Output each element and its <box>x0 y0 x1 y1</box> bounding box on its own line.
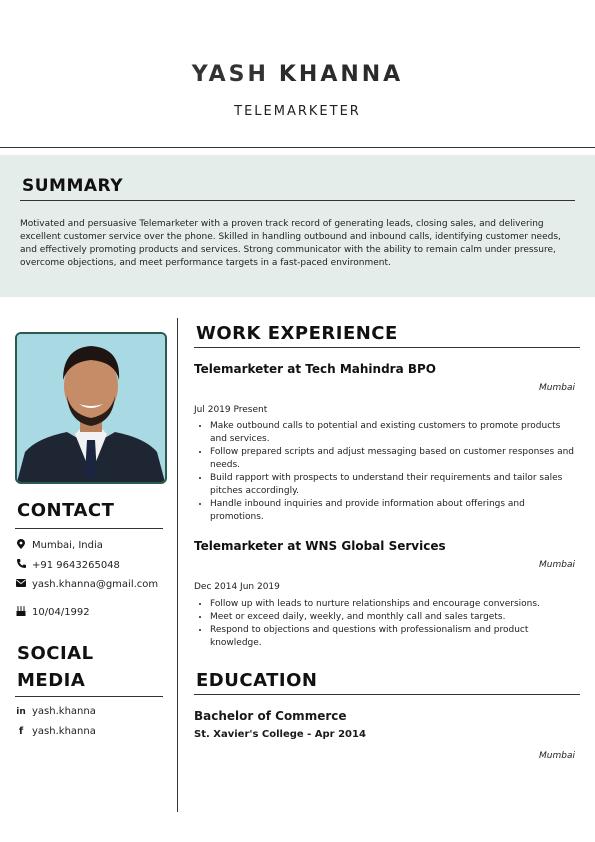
job-1-dates: Jul 2019 Present <box>194 405 268 415</box>
education-heading: EDUCATION <box>196 670 318 691</box>
social-divider <box>15 696 163 697</box>
last-name: KHANNA <box>278 62 404 87</box>
list-item: • Follow prepared scripts and adjust messaging based on customer responses and needs. <box>210 446 580 472</box>
envelope-icon <box>15 579 27 590</box>
list-item: • Handle inbound inquiries and provide information about offerings and promotions. <box>210 498 580 524</box>
candidate-name <box>0 62 595 87</box>
list-item: • Build rapport with prospects to understand their requirements and tailor sales pitches accordingly. <box>210 472 580 498</box>
job-2-dates: Dec 2014 Jun 2019 <box>194 582 280 592</box>
contact-birthday-text: 10/04/1992 <box>32 607 90 618</box>
linkedin-icon: in <box>16 706 26 717</box>
contact-heading: CONTACT <box>17 500 115 521</box>
list-item: • Meet or exceed daily, weekly, and monthly call and sales targets. <box>210 611 580 624</box>
job-2-location: Mumbai <box>539 560 575 570</box>
phone-icon <box>15 559 27 571</box>
first-name: YASH <box>191 62 269 87</box>
list-item: • Respond to objections and questions with professionalism and product knowledge. <box>210 624 580 650</box>
facebook-icon: f <box>18 726 24 737</box>
social-facebook[interactable] <box>15 726 96 737</box>
education-location: Mumbai <box>539 751 575 761</box>
social-linkedin-text: yash.khanna <box>32 706 96 717</box>
contact-birthday <box>15 606 90 619</box>
contact-phone-text: +91 9643265048 <box>32 559 120 571</box>
social-facebook-text: yash.khanna <box>32 726 96 737</box>
column-divider <box>177 318 178 812</box>
contact-location <box>15 539 103 552</box>
birthday-cake-icon <box>15 606 27 619</box>
map-pin-icon <box>15 539 27 552</box>
education-divider <box>194 694 580 695</box>
contact-email[interactable] <box>15 579 158 590</box>
job-title-heading: TELEMARKETER <box>234 104 361 119</box>
job-2-title: Telemarketer at WNS Global Services <box>194 539 446 553</box>
list-item: • Make outbound calls to potential and existing customers to promote products and services. <box>210 420 580 446</box>
list-item: • Follow up with leads to nurture relationships and encourage conversions. <box>210 598 580 611</box>
contact-phone <box>15 559 120 571</box>
summary-text: Motivated and persuasive Telemarketer with a proven track record of generating leads, closing sales, and delivering excellent customer service over the phone. Skilled in handling outbound and inbound calls, identifying customer needs, and effectively promoting products and services. Strong communicator with the ability to remain calm under pressure, overcome objections, and meet performance targets in a fast-paced environment. <box>20 219 561 268</box>
summary-heading: SUMMARY <box>22 176 124 196</box>
job-1-location: Mumbai <box>539 383 575 393</box>
contact-email-text: yash.khanna@gmail.com <box>32 579 159 590</box>
social-media-heading: SOCIAL MEDIA <box>17 643 94 691</box>
profile-photo <box>15 332 167 484</box>
summary-divider <box>20 200 575 201</box>
resume-header <box>0 0 595 147</box>
job-1-duties <box>194 420 580 524</box>
work-experience-heading: WORK EXPERIENCE <box>196 323 398 344</box>
job-1-title: Telemarketer at Tech Mahindra BPO <box>194 362 437 376</box>
job-2-duties <box>194 598 580 650</box>
education-degree: Bachelor of Commerce <box>194 709 347 723</box>
social-linkedin[interactable] <box>15 706 96 717</box>
header-divider <box>0 147 595 148</box>
education-school: St. Xavier's College - Apr 2014 <box>194 729 366 740</box>
contact-divider <box>15 528 163 529</box>
contact-location-text: Mumbai, India <box>32 540 103 551</box>
work-divider <box>194 347 580 348</box>
